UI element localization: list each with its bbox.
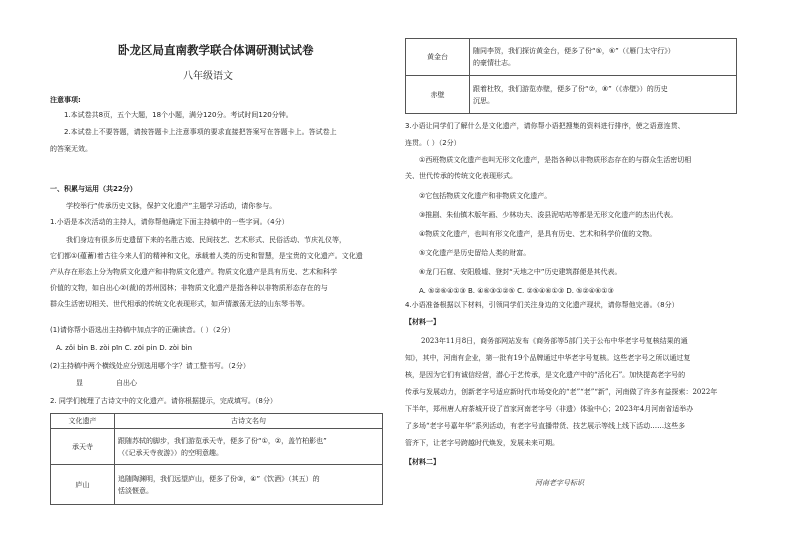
sentence-1a: ①西班物质文化遗产也叫无形文化遗产，是指各种以非物质形态存在的与群众生活密切相 [419, 156, 692, 164]
heritage-name: 承天寺 [51, 429, 115, 465]
passage-line-5: 群众生活密切相关、世代相承的传统文化表现形式，如声情激荡无法的山东琴书等。 [50, 300, 309, 308]
figure-caption: 河南老字号标识 [535, 479, 584, 487]
material-1-line: 传承与发展动力，创新老字号适应新时代市场变化的“老”“老”“新”，河南做了许多有益探索：2022年 [405, 388, 718, 396]
poem-line: 追随陶渊明，我们远望庐山，便多了份③，④”《饮酒》（其五）的 [118, 474, 320, 483]
poem-cell [115, 465, 383, 505]
heritage-name: 庐山 [51, 465, 115, 505]
passage-line-2: 它们都①(蕴蓄)着古往今来人们的精神和文化，承载着人类的历史和智慧，是宝贵的文化遗产。文化遗 [50, 252, 363, 260]
poem-line: 跟随苏轼的脚步，我们游览承天寺，便多了份“①，②，盖竹柏影也” [118, 436, 327, 445]
poem-cell [470, 76, 737, 114]
sentence-4: ④物质文化遗产，也叫有形文化遗产，是具有历史、艺术和科学价值的文物。 [419, 230, 657, 238]
table-row [51, 465, 383, 505]
material-1-line: 2023年11月8日，商务部网站发布《商务部等5部门关于公布中华老字号复核结果的通 [421, 337, 688, 345]
exam-subtitle: 八年级语文 [183, 71, 233, 82]
poem-line: 的豪情壮志。 [473, 59, 515, 67]
question-1b: (2)主持稿中两个横线处应分别选用哪个字？请工整书写。（2分） [50, 362, 250, 370]
poem-line: 随同李贺，我们探访黄金台，便多了份“⑤，⑥”（《雁门太守行》） [473, 47, 675, 55]
poetry-table-left [50, 413, 383, 505]
material-1-line: 核，是因为它们有诚信经营，潜心于艺传承，是文化遗产中的“活化石”。加快提高老字号的 [405, 371, 686, 379]
question-4: 4.小语准备根据以下材料，引领同学们关注身边的文化遗产现状，请你帮他完善。（8分） [405, 301, 679, 309]
table-header-heritage: 文化遗产 [51, 414, 115, 429]
section1-intro: 学校举行“传承历史文脉，保护文化遗产”主题学习活动，请你参与。 [66, 202, 277, 210]
note-1: 1.本试卷共8页，五个大题，18个小题，满分120分。考试时间120分钟。 [64, 111, 293, 119]
table-row [406, 39, 737, 76]
question-1a: (1)请你帮小语选出主持稿中加点字的正确读音。（ ）（2分） [50, 326, 235, 334]
poem-line: 跟着杜牧，我们游览赤壁，便多了份“⑦，⑧”（《赤壁》）的历史 [473, 84, 668, 93]
question-2: 2. 同学们梳理了古诗文中的文化遗产。请你根据提示，完成填写。（8分） [50, 397, 277, 405]
material-2-heading: 【材料二】 [405, 458, 440, 466]
sentence-5: ⑤文化遗产是历史留给人类的财富。 [419, 249, 531, 257]
material-1-line: 了多场“老字号嘉年华”系列活动，有老字号直播带货、技艺展示等线上线下活动……这些多 [405, 422, 686, 430]
passage-line-4: 价值的文物，如自出心②(裁)的苏州园林；非物质文化遗产是指各种以非物质形态存在的与 [50, 284, 328, 292]
passage-line-3: 产从存在形态上分为物质文化遗产和非物质文化遗产。物质文化遗产是具有历史、艺术和科学 [50, 268, 337, 276]
section1-heading: 一、积累与运用（共22分） [50, 185, 137, 193]
passage-line-1: 我们身边有很多历史遗留下来的名胜古迹、民间技艺、艺术形式、民俗活动、节庆礼仪等， [66, 236, 346, 244]
answer-word-1: 显 [76, 379, 83, 387]
sentence-3: ③推剧、朱仙镇木版年画、少林功夫、浚县泥咕咕等都是无形文化遗产的杰出代表。 [419, 211, 678, 219]
heritage-name: 赤壁 [406, 76, 470, 114]
table-row [406, 76, 737, 114]
notes-heading: 注意事项: [50, 96, 81, 104]
question-3-options: A. ⑤②⑥④①③ B. ④⑥③①②⑤ C. ②⑤④⑥①③ D. ⑤②④⑥①③ [419, 287, 614, 295]
sentence-6: ⑥龙门石窟、安阳殷墟、登封“天地之中”历史建筑群便是其代表。 [419, 268, 622, 276]
sentence-1b: 关、世代传承的传统文化表现形式。 [405, 172, 517, 180]
poem-cell [115, 429, 383, 465]
note-2b: 的答案无效。 [50, 145, 92, 153]
note-2a: 2.本试卷上不要答题，请按答题卡上注意事项的要求直接把答案写在答题卡上。答试卷上 [64, 128, 337, 136]
material-1-line: 知》，其中，河南有企业，第一批有19个品牌通过中华老字号复核。这些老字号之所以通过复 [405, 354, 691, 362]
material-1-heading: 【材料一】 [405, 318, 440, 326]
answer-word-2: 自出心 [116, 379, 137, 387]
table-row [51, 429, 383, 465]
material-1-line: 下半年，郑州唐人府茶城开设了首家河南老字号（非遗）体验中心；2023年4月河南省适举办 [405, 405, 694, 413]
poem-line: （《记承天寺夜游》）的空明意趣。 [118, 448, 223, 457]
poetry-table-right [405, 38, 737, 114]
sentence-2: ②它包括物质文化遗产和非物质文化遗产。 [419, 192, 552, 200]
question-1: 1.小语是本次活动的主持人，请你帮他确定下面主持稿中的一些字词。（4分） [50, 218, 289, 226]
poem-line: 恬淡惬意。 [118, 486, 153, 495]
exam-title: 卧龙区局直南教学联合体调研测试试卷 [118, 43, 314, 57]
question-1a-options: A. zǒi bìn B. zòi pīn C. zōi pin D. zòi bìn [56, 344, 193, 352]
material-1-line: 管齐下，让老字号跨越时代焕发，发展未来可期。 [405, 439, 559, 447]
question-3-cont: 连贯。（ ）（2分） [405, 139, 461, 147]
poem-line: 沉思。 [473, 96, 494, 105]
heritage-name: 黄金台 [406, 39, 470, 76]
poem-cell [470, 39, 737, 76]
table-header-poem: 古诗文名句 [115, 414, 383, 429]
question-3: 3.小语让同学们了解什么是文化遗产，请你帮小语把搜集的资料进行排序，使之语意连贯、 [405, 122, 685, 130]
